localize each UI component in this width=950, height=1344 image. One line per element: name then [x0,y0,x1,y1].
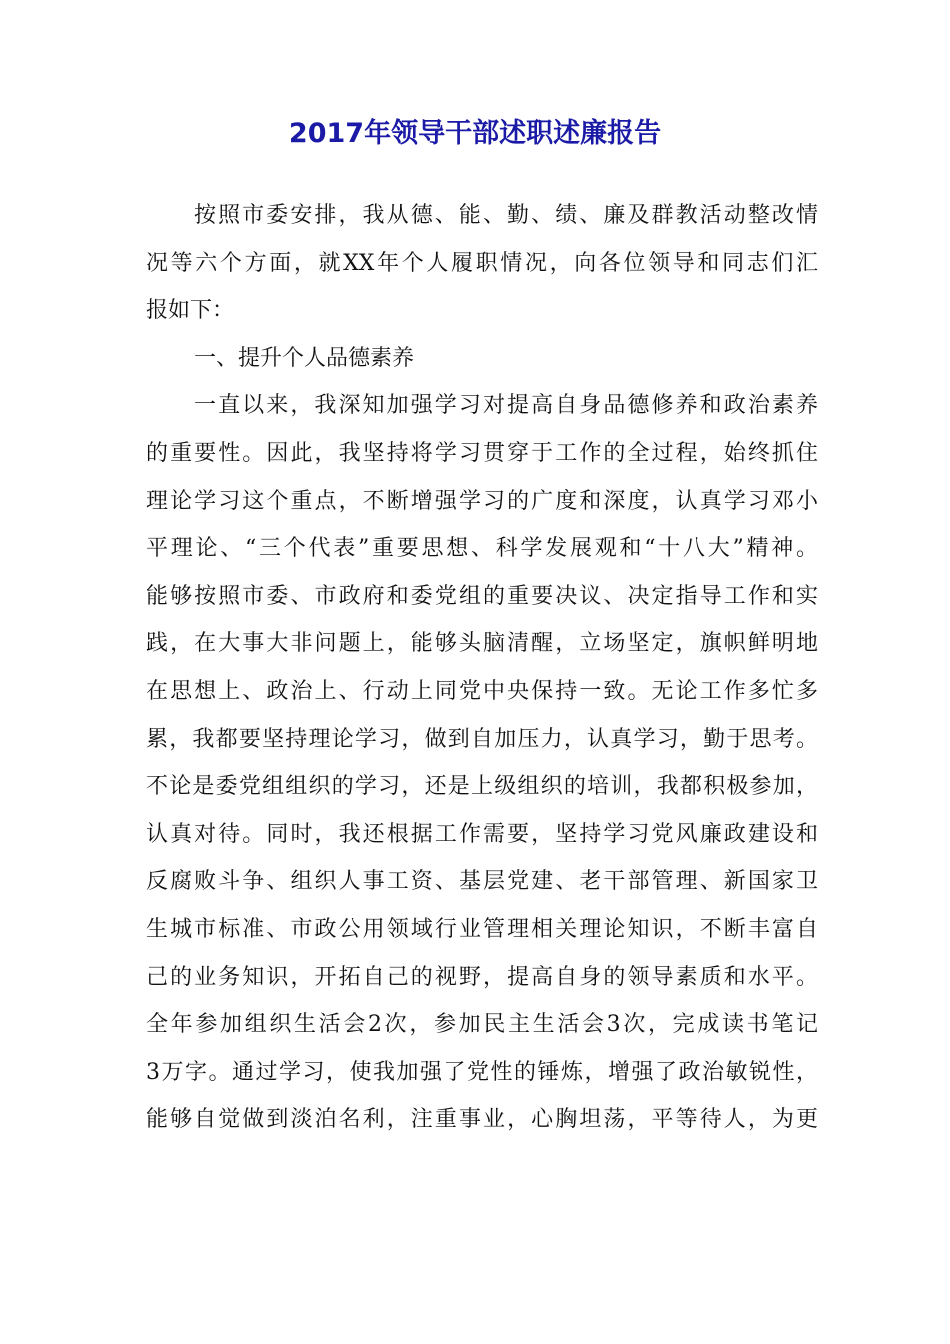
body-line: 在思想上、政治上、行动上同党中央保持一致。无论工作多忙多 [146,678,818,704]
section-heading: 一、提升个人品德素养 [194,345,415,371]
body-line: 3万字。通过学习，使我加强了党性的锤炼，增强了政治敏锐性， [146,1059,818,1085]
body-line: 况等六个方面，就XX年个人履职情况，向各位领导和同志们汇 [146,250,818,276]
body-line: 认真对待。同时，我还根据工作需要，坚持学习党风廉政建设和 [146,821,818,847]
body-line: 反腐败斗争、组织人事工资、基层党建、老干部管理、新国家卫 [146,869,818,895]
body-line: 一直以来，我深知加强学习对提高自身品德修养和政治素养 [194,393,818,419]
body-line: 生城市标准、市政公用领域行业管理相关理论知识，不断丰富自 [146,916,818,942]
document-body [146,192,818,1144]
body-line: 不论是委党组组织的学习，还是上级组织的培训，我都积极参加， [146,774,818,800]
body-line: 理论学习这个重点，不断增强学习的广度和深度，认真学习邓小 [146,488,818,514]
document-title: 2017年领导干部述职述廉报告 [288,118,662,149]
body-line: 践，在大事大非问题上，能够头脑清醒，立场坚定，旗帜鲜明地 [146,631,818,657]
body-line: 报如下： [146,298,235,324]
body-line: 能够按照市委、市政府和委党组的重要决议、决定指导工作和实 [146,583,818,609]
body-line: 全年参加组织生活会2次，参加民主生活会3次，完成读书笔记 [146,1012,818,1038]
body-line: 的重要性。因此，我坚持将学习贯穿于工作的全过程，始终抓住 [146,440,818,466]
body-line: 己的业务知识，开拓自己的视野，提高自身的领导素质和水平。 [146,964,818,990]
body-line: 按照市委安排，我从德、能、勤、绩、廉及群教活动整改情 [194,203,818,228]
body-line: 累，我都要坚持理论学习，做到自加压力，认真学习，勤于思考。 [146,726,818,752]
body-line: 平理论、“三个代表”重要思想、科学发展观和“十八大”精神。 [146,536,818,562]
body-line: 能够自觉做到淡泊名利，注重事业，心胸坦荡，平等待人，为更 [146,1107,818,1133]
